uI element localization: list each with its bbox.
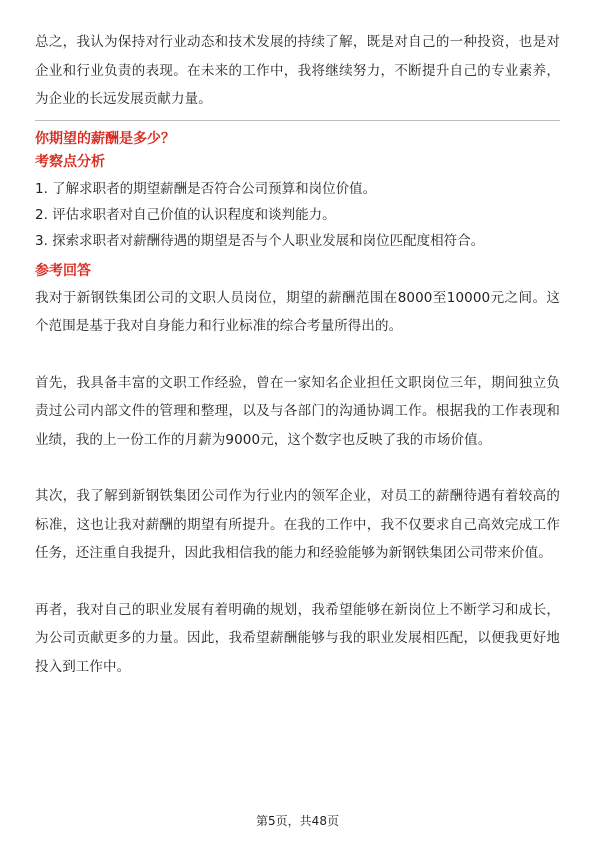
answer-paragraph: 首先，我具备丰富的文职工作经验，曾在一家知名企业担任文职岗位三年，期间独立负责过公司内部文件的管理和整理，以及与各部门的沟通协调工作。根据我的工作表现和业绩，我的上一份工作的月薪为9000元，这个数字也反映了我的市场价值。 (35, 374, 560, 448)
analysis-point: 2. 评估求职者对自己价值的认识程度和谈判能力。 (35, 206, 336, 223)
analysis-heading: 考察点分析 (35, 153, 105, 170)
intro-paragraph: 总之，我认为保持对行业动态和技术发展的持续了解，既是对自己的一种投资，也是对企业和行业负责的表现。在未来的工作中，我将继续努力，不断提升自己的专业素养，为企业的长远发展贡献力量。 (35, 34, 560, 107)
analysis-point: 1. 了解求职者的期望薪酬是否符合公司预算和岗位价值。 (35, 180, 377, 197)
answer-body (35, 284, 560, 682)
answer-paragraph: 其次，我了解到新钢铁集团公司作为行业内的领军企业，对员工的薪酬待遇有着较高的标准，这也让我对薪酬的期望有所提升。在我的工作中，我不仅要求自己高效完成工作任务，还注重自我提升，因此我相信我的能力和经验能够为新钢铁集团公司带来价值。 (35, 488, 560, 561)
section-divider (35, 120, 560, 121)
answer-paragraph: 我对于新钢铁集团公司的文职人员岗位，期望的薪酬范围在8000至10000元之间。这个范围是基于我对自身能力和行业标准的综合考量所得出的。 (35, 289, 560, 334)
document-page (35, 28, 560, 709)
page-number: 第5页，共48页 (256, 814, 339, 828)
analysis-points (35, 176, 560, 254)
answer-heading: 参考回答 (35, 262, 91, 279)
question-title: 你期望的薪酬是多少？ (35, 130, 175, 147)
analysis-point: 3. 探索求职者对薪酬待遇的期望是否与个人职业发展和岗位匹配度相符合。 (35, 232, 485, 249)
answer-paragraph: 再者，我对自己的职业发展有着明确的规划，我希望能够在新岗位上不断学习和成长，为公司贡献更多的力量。因此，我希望薪酬能够与我的职业发展相匹配，以便我更好地投入到工作中。 (35, 601, 560, 675)
